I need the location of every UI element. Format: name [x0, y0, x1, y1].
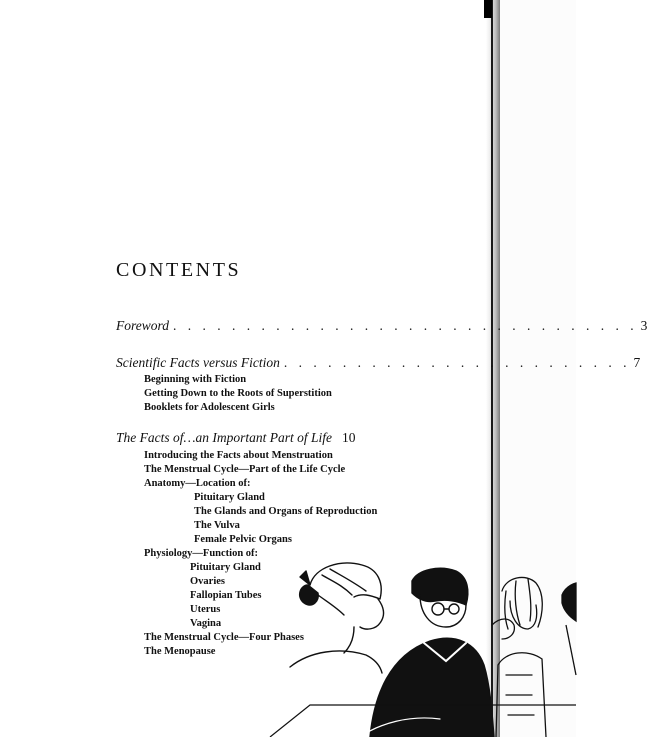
toc-subitem[interactable]: Anatomy—Location of: [144, 478, 251, 489]
toc-subitem[interactable]: Getting Down to the Roots of Superstition [144, 388, 332, 399]
toc-subitem[interactable]: The Glands and Organs of Reproduction [194, 506, 378, 517]
toc-entry-page: 10 [342, 430, 356, 445]
girl-2-dress [370, 638, 494, 737]
contents-heading: CONTENTS [116, 259, 242, 281]
toc-subitem[interactable]: Uterus [190, 604, 221, 615]
girl-4-hair [562, 583, 576, 621]
leader-dots: . . . . . . . . . . . . . . . . . . . . . . . . . . . . . . . . [173, 318, 638, 333]
girl-4 [562, 583, 576, 675]
toc-subitem[interactable]: Beginning with Fiction [144, 374, 247, 385]
toc-entry-scientific-facts[interactable] [116, 355, 641, 373]
toc-subitem[interactable]: Introducing the Facts about Menstruation [144, 450, 333, 461]
girl-3 [492, 577, 546, 737]
girls-illustration [270, 555, 576, 737]
toc-entry-page: 7 [633, 355, 641, 370]
girl-1-shoulder [290, 651, 382, 673]
toc-subitem[interactable]: Ovaries [190, 576, 225, 587]
girl-3-hand [492, 619, 514, 639]
gutter-top-mark [484, 0, 492, 18]
toc-subitem[interactable]: Booklets for Adolescent Girls [144, 402, 275, 413]
girl-1-hair-strands [318, 569, 366, 615]
girl-1-bow [300, 571, 310, 585]
glasses-left [432, 603, 444, 615]
girl-1-bun [300, 585, 319, 605]
toc-subitem[interactable]: Pituitary Gland [194, 492, 265, 503]
toc-subitem[interactable]: The Menstrual Cycle—Four Phases [144, 632, 304, 643]
toc-subitem[interactable]: The Menopause [144, 646, 216, 657]
girl-2 [360, 568, 494, 737]
glasses-right [449, 604, 459, 614]
toc-entry-title: Foreword [116, 318, 169, 333]
toc-subitem[interactable]: The Vulva [194, 520, 240, 531]
leader-dots: . . . . . . . . . . . . . . . . . . . . . . . . [283, 355, 631, 370]
toc-subitem[interactable]: Pituitary Gland [190, 562, 261, 573]
toc-entry-title: Scientific Facts versus Fiction [116, 355, 280, 370]
toc-entry-title: The Facts of…an Important Part of Life [116, 430, 332, 445]
girl-1-face [360, 599, 384, 629]
toc-subitem[interactable]: Physiology—Function of: [144, 548, 259, 559]
toc-subitem[interactable]: The Menstrual Cycle—Part of the Life Cycle [144, 464, 346, 475]
girl-1-neck [344, 627, 354, 653]
toc-entry-facts-of-life[interactable] [116, 430, 381, 448]
toc-entry-page: 3 [640, 318, 647, 333]
toc-subitem[interactable]: Vagina [190, 618, 222, 629]
toc-entry-foreword[interactable] [116, 318, 647, 336]
toc-subitem[interactable]: Fallopian Tubes [190, 590, 262, 601]
girl-1-hair [310, 563, 381, 599]
toc-subitem[interactable]: Female Pelvic Organs [194, 534, 292, 545]
